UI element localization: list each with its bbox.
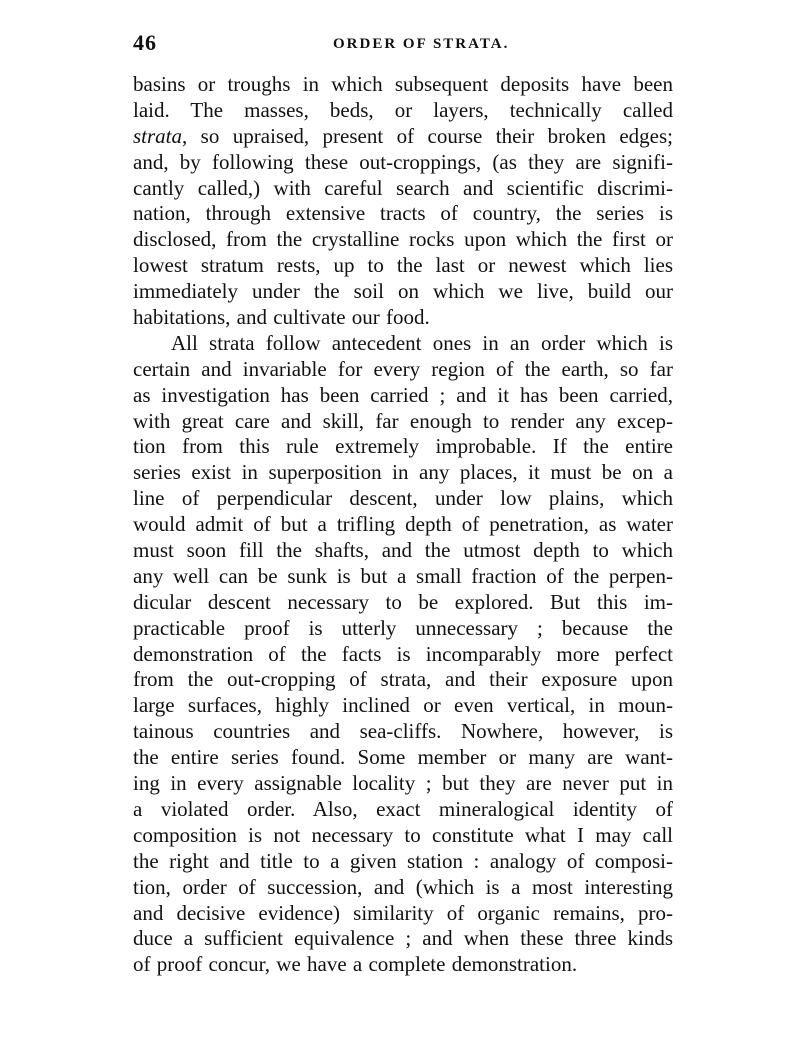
running-head: ORDER OF STRATA. (333, 36, 510, 52)
paragraph-1 (133, 72, 673, 331)
text-line: certain and invariable for every region of the earth, so far (133, 356, 673, 381)
text-line: line of perpendicular descent, under low plains, which (133, 486, 673, 511)
text-line: the entire series found. Some member or many are want- (133, 745, 673, 770)
text-line: strata, so upraised, present of course their broken edges; (133, 123, 673, 148)
text-line: disclosed, from the crystalline rocks upon which the first or (133, 227, 673, 252)
text-line: would admit of but a trifling depth of penetration, as water (133, 512, 673, 537)
text-line: tion, order of succession, and (which is a most interesting (133, 874, 673, 899)
text-line: lowest stratum rests, up to the last or newest which lies (133, 253, 673, 278)
text-line: demonstration of the facts is incomparably more perfect (133, 641, 673, 666)
text-line: basins or troughs in which subsequent deposits have been (133, 72, 673, 96)
paragraph-2 (133, 331, 673, 978)
page-header (133, 30, 673, 60)
text-line: with great care and skill, far enough to render any excep- (133, 408, 673, 433)
text-line: must soon fill the shafts, and the utmost depth to which (133, 538, 673, 563)
text-line: from the out-cropping of strata, and their exposure upon (133, 667, 673, 692)
text-line: practicable proof is utterly unnecessary ; because the (133, 615, 673, 640)
text-line: composition is not necessary to constitute what I may call (133, 822, 673, 847)
text-line: any well can be sunk is but a small fraction of the perpen- (133, 563, 673, 588)
text-line: ing in every assignable locality ; but they are never put in (133, 771, 673, 796)
text-line: of proof concur, we have a complete demonstration. (133, 952, 578, 977)
text-line: and decisive evidence) similarity of organic remains, pro- (133, 900, 673, 925)
text-line: the right and title to a given station : analogy of composi- (133, 848, 673, 873)
text-line: tion from this rule extremely improbable. If the entire (133, 434, 673, 459)
text-line: series exist in superposition in any places, it must be on a (133, 460, 673, 485)
text-line: laid. The masses, beds, or layers, technically called (133, 97, 673, 122)
text-line: habitations, and cultivate our food. (133, 305, 430, 330)
body-text (133, 72, 673, 978)
text-line: large surfaces, highly inclined or even vertical, in moun- (133, 693, 673, 718)
text-line: duce a sufficient equivalence ; and when these three kinds (133, 926, 673, 951)
text-line: a violated order. Also, exact mineralogical identity of (133, 796, 673, 821)
text-line: immediately under the soil on which we live, build our (133, 279, 673, 304)
page-number: 46 (133, 30, 157, 55)
text-line: All strata follow antecedent ones in an order which is (171, 330, 673, 355)
text-line: tainous countries and sea-cliffs. Nowhere, however, is (133, 719, 673, 744)
text-line: and, by following these out-croppings, (as they are signifi- (133, 149, 673, 174)
text-line: dicular descent necessary to be explored. But this im- (133, 589, 673, 614)
text-line: nation, through extensive tracts of country, the series is (133, 201, 673, 226)
text-line: cantly called,) with careful search and scientific discrimi- (133, 175, 673, 200)
text-line: as investigation has been carried ; and it has been carried, (133, 382, 673, 407)
